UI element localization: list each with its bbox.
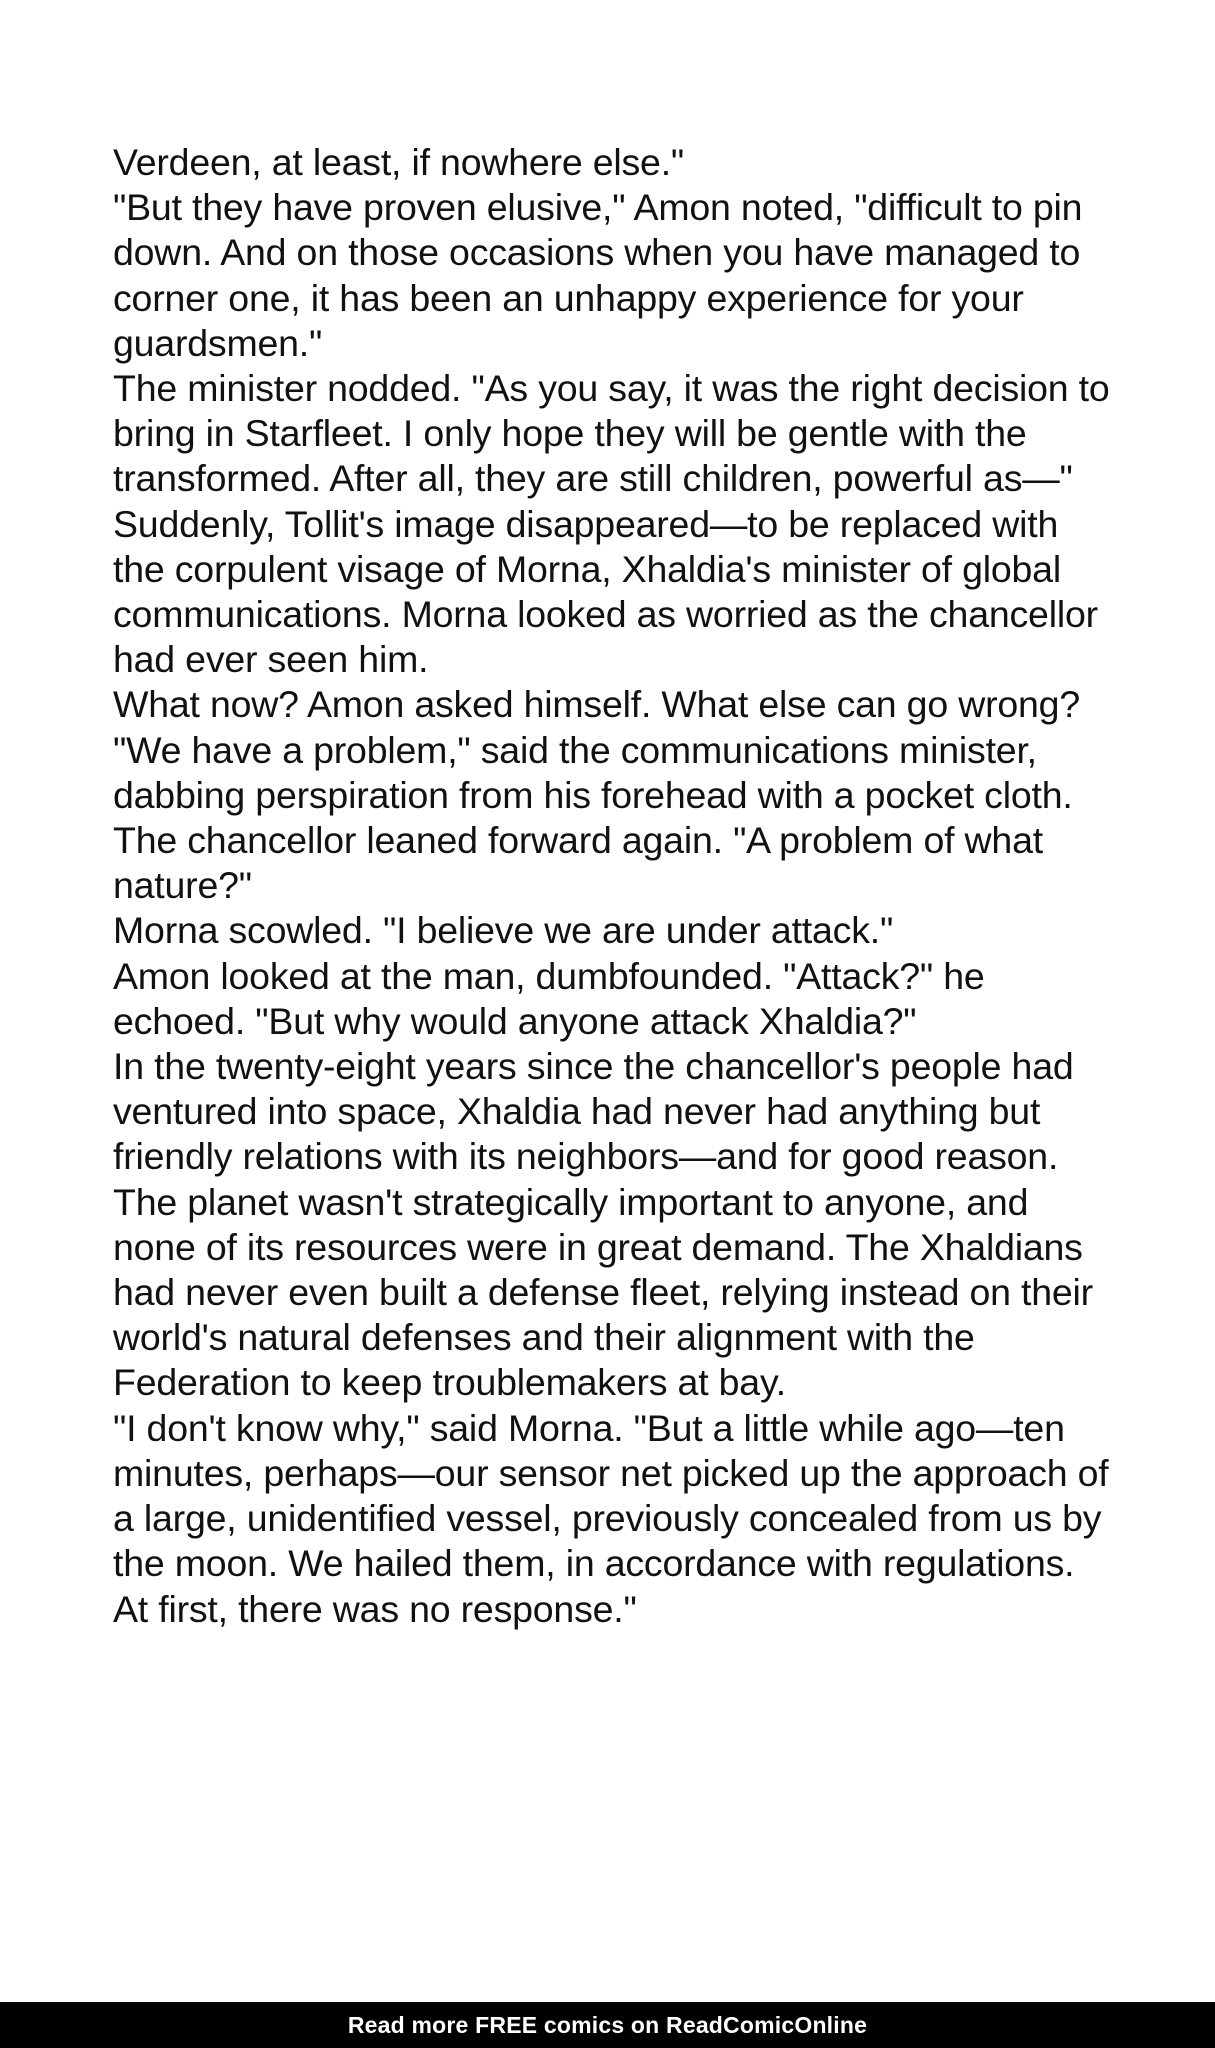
paragraph: "I don't know why," said Morna. "But a little while ago—ten minutes, perhaps—our sensor net picked up the approach of a large, unidentified vessel, previously concealed from us by the moon. We hailed them, in accordance with regulations. At first, there was no response.": [113, 1406, 1109, 1630]
footer-link-text[interactable]: Read more FREE comics on ReadComicOnline: [347, 2011, 868, 2038]
paragraph: Amon looked at the man, dumbfounded. "Attack?" he echoed. "But why would anyone attack Xhaldia?": [113, 954, 985, 1042]
paragraph: What now? Amon asked himself. What else can go wrong?: [113, 683, 1080, 726]
paragraph: "We have a problem," said the communications minister, dabbing perspiration from his forehead with a pocket cloth.: [113, 728, 1073, 816]
paragraph: The chancellor leaned forward again. "A problem of what nature?": [113, 819, 1043, 907]
paragraph: Morna scowled. "I believe we are under attack.": [113, 909, 894, 952]
paragraph: In the twenty-eight years since the chancellor's people had ventured into space, Xhaldia had never had anything but friendly relations with its neighbors—and for good reason. The planet wasn't strategically important to anyone, and none of its resources were in great demand. The Xhaldians had never even built a defense fleet, relying instead on their world's natural defenses and their alignment with the Federation to keep troublemakers at bay.: [113, 1045, 1093, 1404]
footer-banner[interactable]: [0, 2002, 1215, 2048]
paragraph: Suddenly, Tollit's image disappeared—to be replaced with the corpulent visage of Morna, Xhaldia's minister of global communications. Morna looked as worried as the chancellor had ever seen him.: [113, 502, 1098, 681]
paragraph: The minister nodded. "As you say, it was the right decision to bring in Starfleet. I only hope they will be gentle with the transformed. After all, they are still children, powerful as—": [113, 367, 1110, 500]
paragraph: Verdeen, at least, if nowhere else.": [113, 141, 685, 183]
paragraph: "But they have proven elusive," Amon noted, "difficult to pin down. And on those occasions when you have managed to corner one, it has been an unhappy experience for your guardsmen.": [113, 186, 1083, 364]
page-text-body: [113, 140, 1113, 1632]
